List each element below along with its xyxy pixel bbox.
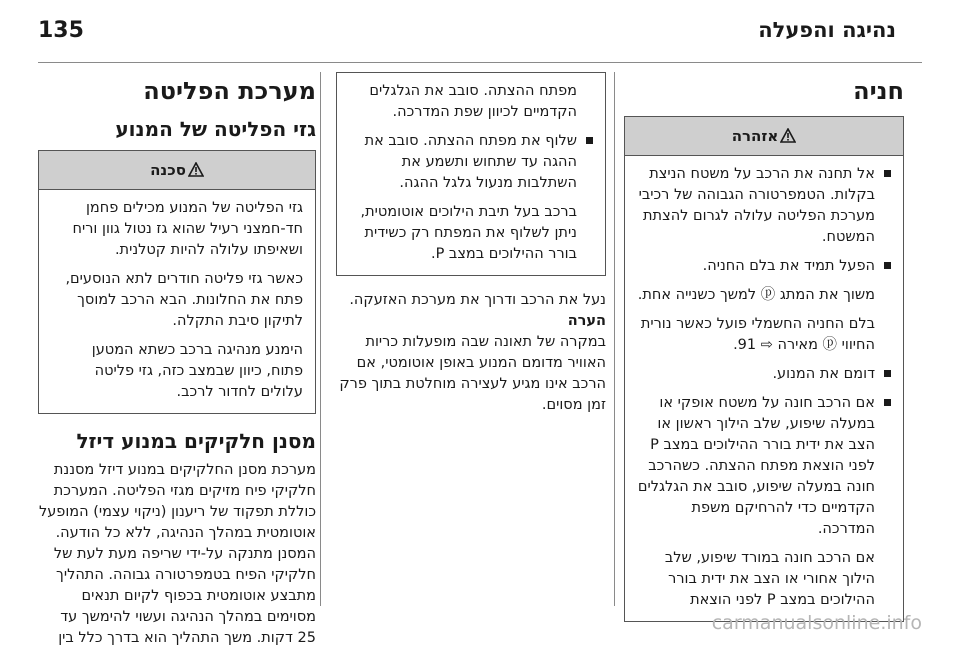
- danger-box: [38, 150, 316, 414]
- warning-triangle-icon: [780, 119, 796, 157]
- danger-box-header: [39, 151, 315, 190]
- warning-subtext: אם הרכב חונה במורד שיפוע, שלב הילוך אחורי או הצב את ידית בורר ההילוכים במצב P לפני הוצאת: [664, 550, 875, 608]
- warning-item: שלוף את מפתח ההצתה. סובב את ההגה עד שתחוש ותשמע את השתלבות מנעול גלגל ההגה.: [349, 131, 593, 194]
- warning-box-header: [625, 117, 903, 156]
- column-divider-left: [320, 72, 321, 606]
- particle-filter-heading: מסנן חלקיקים במנוע דיזל: [76, 429, 316, 453]
- column-parking: [624, 72, 904, 622]
- warning-item: דומם את המנוע.: [637, 364, 891, 385]
- exhaust-heading: מערכת הפליטה: [143, 77, 316, 105]
- warning-subtext: מפתח ההצתה. סובב את הגלגלים הקדמיים לכיוון שפת המדרכה.: [369, 83, 577, 120]
- warning-item: אל תחנה את הרכב על משטח הניצת בקלות. הטמפרטורה הגבוהה של רכיבי מערכת הפליטה עלולה לגרום להצתת המשטח.: [637, 164, 891, 248]
- warning-item: אם הרכב חונה על משטח אופקי או במעלה שיפוע, שלב הילוך ראשון או הצב את ידית בורר ההילוכים במצב P לפני הוצאת מפתח ההצתה. כשהרכב חונה במעלה שיפוע, סובב את הגלגלים הקדמיים כדי להרחיקם משפת המדרכה.: [637, 393, 891, 540]
- warning-subtext: משוך את המתג ⓟ למשך כשנייה אחת.: [637, 287, 875, 303]
- danger-triangle-icon: [188, 153, 204, 191]
- page-number: 135: [38, 18, 84, 43]
- warning-subtext: ברכב בעל תיבת הילוכים אוטומטית, ניתן לשלוף את המפתח רק כשידית בורר ההילוכים במצב P.: [360, 204, 577, 262]
- danger-paragraph: הימנע מנהיגה ברכב כשתא המטען פתוח, כיוון שבמצב כזה, גזי פליטה עלולים לחדור לרכב.: [91, 342, 303, 400]
- warning-subtext: בלם החניה החשמלי פועל כאשר נורית החיווי ⓟ מאירה ⇨ 91.: [640, 316, 875, 353]
- exhaust-subheading: גזי הפליטה של המנוע: [115, 117, 316, 141]
- column-divider-right: [614, 72, 615, 606]
- parking-heading: חניה: [853, 77, 904, 105]
- header-divider: [38, 62, 922, 63]
- warning-box: [624, 116, 904, 622]
- lock-vehicle-text: נעל את הרכב ודרוך את מערכת האזעקה.: [349, 292, 606, 308]
- chapter-title: נהיגה והפעלה: [758, 18, 896, 42]
- warning-item: הפעל תמיד את בלם החניה.: [637, 256, 891, 277]
- particle-filter-text: מערכת מסנן החלקיקים במנוע דיזל מסננת חלקיקי פיח מזיקים מגזי הפליטה. המערכת כוללת תפקוד של ריענון (ניקוי עצמי) המופעל אוטומטית במהלך הנהיגה, ללא כל הודעה. המסנן מתנקה על-ידי שריפה מעת לעת של חלקיקי הפיח בטמפרטורה גבוהה. התהליך מתבצע אוטומטית בכפוף לקיום תנאים מסוימים במהלך הנהיגה ועשוי להימשך עד 25 דקות. משך התהליך הוא בדרך כלל בין: [38, 462, 316, 646]
- note-body: במקרה של תאונה שבה מופעלות כריות האוויר מדומם המנוע באופן אוטומטי, אם הרכב אינו מגיע לעצירה מוחלטת בתוך פרק זמן מסוים.: [339, 334, 606, 413]
- watermark: carmanualsonline.info: [711, 612, 922, 634]
- danger-paragraph: כאשר גזי פליטה חודרים לתא הנוסעים, פתח את החלונות. הבא הרכב למוסך לתיקון סיבת התקלה.: [65, 271, 303, 329]
- danger-paragraph: גזי הפליטה של המנוע מכילים פחמן חד-חמצני רעיל שהוא גז נטול גוון וריח ושאיפתו עלולה להיות קטלנית.: [72, 200, 303, 258]
- note-title: הערה: [567, 313, 606, 329]
- column-exhaust: [38, 72, 316, 649]
- column-parking-continued: [336, 72, 606, 416]
- warning-box-continued: [336, 72, 606, 276]
- warning-box-title: אזהרה: [731, 127, 779, 145]
- danger-box-title: סכנה: [150, 161, 186, 179]
